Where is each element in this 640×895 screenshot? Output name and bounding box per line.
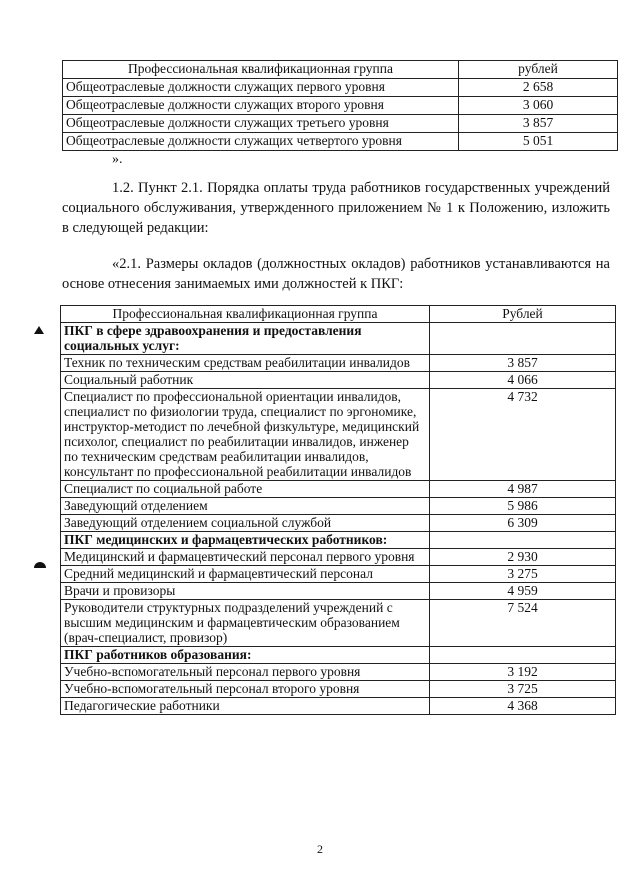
row-name: Медицинский и фармацевтический персонал первого уровня [61,549,430,566]
group-header-row [61,323,616,355]
group-header-row [61,532,616,549]
row-value: 4 732 [430,389,616,481]
row-value: 4 066 [430,372,616,389]
row-name: Общеотраслевые должности служащих третьего уровня [63,115,459,133]
table-row [61,481,616,498]
group-value-empty [430,647,616,664]
row-name: Педагогические работники [61,698,430,715]
salary-table-pkg [60,305,616,715]
scan-artifact-mark [34,326,44,334]
row-name: Социальный работник [61,372,430,389]
row-name: Общеотраслевые должности служащих первого уровня [63,79,459,97]
row-name: Специалист по социальной работе [61,481,430,498]
table-row [63,79,618,97]
table-row [63,133,618,151]
table-row [61,698,616,715]
paragraph-salary-rule: «2.1. Размеры окладов (должностных окладов) работников устанавливаются на основе отнесения занимаемых ими должностей к ПКГ: [62,256,610,292]
row-value: 3 192 [430,664,616,681]
group-value-empty [430,532,616,549]
row-value: 7 524 [430,600,616,647]
group-title: ПКГ медицинских и фармацевтических работников: [61,532,430,549]
table-row [61,583,616,600]
group-value-empty [430,323,616,355]
table-row [63,97,618,115]
row-value: 5 986 [430,498,616,515]
row-value: 4 959 [430,583,616,600]
row-value: 4 987 [430,481,616,498]
row-name: Средний медицинский и фармацевтический персонал [61,566,430,583]
row-value: 3 275 [430,566,616,583]
table-row [61,566,616,583]
table-row [61,549,616,566]
table-row [61,664,616,681]
row-value: 3 857 [430,355,616,372]
column-header-unit: рублей [459,61,618,79]
table-row [61,681,616,698]
row-value: 2 930 [430,549,616,566]
column-header-unit: Рублей [430,306,616,323]
table-header-row [63,61,618,79]
table-row [61,372,616,389]
row-name: Учебно-вспомогательный персонал первого уровня [61,664,430,681]
page-number: 2 [317,842,323,856]
row-value: 5 051 [459,133,618,151]
row-value: 6 309 [430,515,616,532]
scan-artifact-mark [34,562,46,568]
column-header-group: Профессиональная квалификационная группа [63,61,459,79]
table-row [61,355,616,372]
row-name: Руководители структурных подразделений учреждений с высшим медицинским и фармацевтическим образованием (врач-специалист, провизор) [61,600,430,647]
table-row [61,498,616,515]
column-header-group: Профессиональная квалификационная группа [61,306,430,323]
salary-table-general [62,60,618,151]
row-name: Учебно-вспомогательный персонал второго уровня [61,681,430,698]
group-title: ПКГ в сфере здравоохранения и предоставления социальных услуг: [61,323,430,355]
row-name: Общеотраслевые должности служащих четвертого уровня [63,133,459,151]
table-header-row [61,306,616,323]
row-value: 4 368 [430,698,616,715]
row-value: 2 658 [459,79,618,97]
row-value: 3 060 [459,97,618,115]
table-row [61,389,616,481]
closing-quote-mark: ». [112,152,123,167]
row-name: Врачи и провизоры [61,583,430,600]
row-value: 3 725 [430,681,616,698]
paragraph-amendment: 1.2. Пункт 2.1. Порядка оплаты труда работников государственных учреждений социального обслуживания, утвержденного приложением № 1 к Положению, изложить в следующей редакции: [62,180,610,236]
table-row [61,515,616,532]
row-name: Заведующий отделением [61,498,430,515]
table-row [61,600,616,647]
row-name: Техник по техническим средствам реабилитации инвалидов [61,355,430,372]
group-title: ПКГ работников образования: [61,647,430,664]
group-header-row [61,647,616,664]
row-value: 3 857 [459,115,618,133]
table-row [63,115,618,133]
row-name: Заведующий отделением социальной службой [61,515,430,532]
row-name: Общеотраслевые должности служащих второго уровня [63,97,459,115]
row-name: Специалист по профессиональной ориентации инвалидов, специалист по физиологии труда, специалист по эргономике, инструктор-методист по лечебной физкультуре, медицинский психолог, специалист по реабилитации инвалидов, инженер по техническим средствам реабилитации инвалидов, консультант по профессиональной реабилитации инвалидов [61,389,430,481]
